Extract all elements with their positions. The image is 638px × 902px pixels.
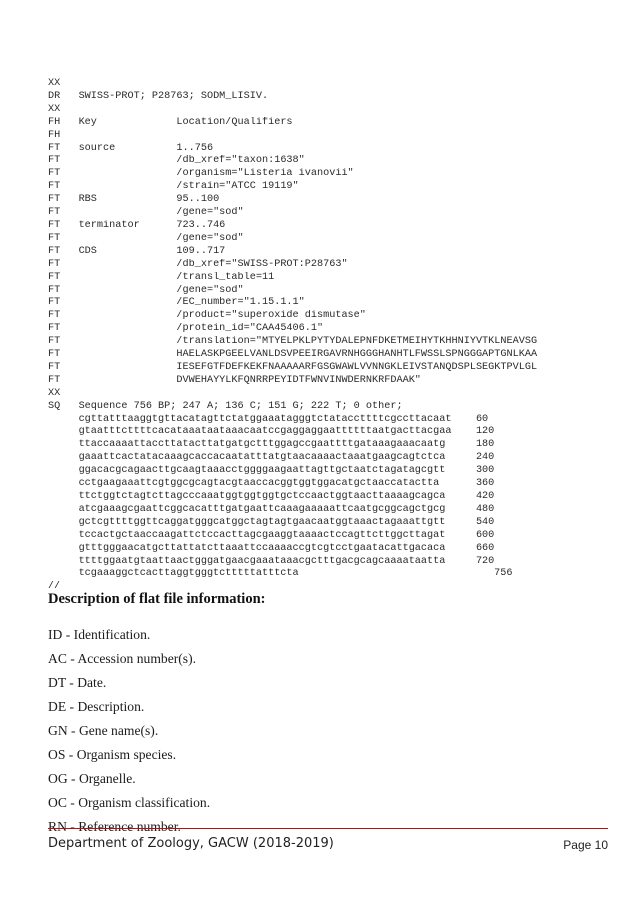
embl-flat-file [48,78,608,594]
flat-file-line: FH [48,129,61,141]
field-definition: DT - Date. [48,675,107,691]
sequence-bases: gtttgggaacatgcttattatcttaaattccaaaaccgtcgtcctgaatacattgacaca [78,542,446,554]
sequence-position: 420 [475,491,495,502]
field-definition: RN - Reference number. [48,819,181,835]
sequence-line [48,491,608,504]
flat-file-line: FT /db_xref="SWISS-PROT:P28763" [48,258,348,270]
sequence-bases: gaaattcactatacaaagcaccacaatatttatgtaacaaaactaaatgaagcagtctca [78,452,446,464]
entry-terminator: // [48,581,61,593]
sequence-position: 756 [494,568,513,580]
description-heading: Description of flat file information: [48,591,266,607]
page-number: Page 10 [563,838,608,852]
sequence-position: 600 [475,529,495,541]
sequence-position: 360 [475,478,495,490]
flat-file-line: FT DVWEHAYYLKFQNRRPEYIDTFWNVINWDERNKRFDAAK" [48,374,421,386]
sequence-position: 660 [475,542,495,554]
field-definition: ID - Identification. [48,627,151,642]
flat-file-lines [48,78,608,414]
sequence-bases: ttttggaatgtaattaactgggatgaacgaaataaacgctttgacgcagcaaaataatta [78,555,446,567]
sequence-bases: gtaatttcttttcacataaataataaacaatccgaggaggaattttttaatgacttacgaa [78,426,452,438]
sequence-bases: cctgaagaaattcgtggcgcagtacgtaaccacggtggtggacatgctaaccatactta [78,478,440,490]
sequence-bases: ttctggtctagtcttagcccaaatggtggtggtgctccaactggtaacttaaaagcagca [78,491,446,502]
flat-file-line: FT terminator 723..746 [48,219,226,231]
sequence-position: 540 [475,516,495,528]
field-definition: AC - Accession number(s). [48,651,196,667]
flat-file-line: FT /gene="sod" [48,284,244,296]
field-definition: OC - Organism classification. [48,795,211,811]
sequence-line [48,452,608,465]
flat-file-line: FT /gene="sod" [48,232,244,244]
sequence-bases: ttaccaaaattaccttatacttatgatgctttggagccgaattttgataaagaaacaatg [78,439,446,451]
sequence-position: 300 [475,465,495,477]
flat-file-line: SQ Sequence 756 BP; 247 A; 136 C; 151 G; 222 T; 0 other; [48,400,403,412]
sequence-position: 480 [475,503,495,515]
footer-rule [48,828,608,829]
sequence-line [48,556,608,569]
flat-file-line: FT /translation="MTYELPKLPYTYDALEPNFDKETMEIHYTKHHNIYVTKLNEAVSG [48,336,538,348]
sequence-line [48,439,608,452]
flat-file-line: XX [48,78,61,89]
field-definitions-list [48,626,608,842]
sequence-line [48,504,608,517]
sequence-bases: cgttatttaaggtgttacatagttctatggaaatagggtctataccttttcgccttacaat [78,413,452,425]
sequence-bases: tcgaaaggctcacttaggtgggtctttttatttcta [78,568,299,580]
flat-file-line: FT /protein_id="CAA45406.1" [48,323,324,335]
sequence-position: 120 [475,426,495,438]
sequence-line [48,465,608,478]
sequence-line [48,478,608,491]
flat-file-line: FT /gene="sod" [48,207,244,219]
sequence-position: 720 [475,555,495,567]
flat-file-line: FH Key Location/Qualifiers [48,116,293,128]
footer-department: Department of Zoology, GACW (2018-2019) [48,836,334,851]
field-definition: OG - Organelle. [48,771,136,787]
sequence-line [48,530,608,543]
flat-file-line: FT RBS 95..100 [48,194,220,206]
sequence-bases: ggacacgcagaacttgcaagtaaacctggggaagaattagttgctaatctagatagcgtt [78,465,446,477]
sequence-block [48,414,608,582]
flat-file-line: FT source 1..756 [48,142,214,154]
flat-file-line: DR SWISS-PROT; P28763; SODM_LISIV. [48,90,269,102]
field-definition: OS - Organism species. [48,747,177,763]
flat-file-line: FT IESEFGTFDEFKEKFNAAAAARFGSGWAWLVVNNGKLEIVSTANQDSPLSEGKTPVLGL [48,361,538,373]
flat-file-line: FT HAELASKPGEELVANLDSVPEEIRGAVRNHGGGHANHTLFWSSLSPNGGGAPTGNLKAA [48,349,538,361]
sequence-position: 60 [475,413,489,425]
sequence-line [48,517,608,530]
sequence-bases: tccactgctaaccaagattctccacttagcgaaggtaaaactccagttcttggcttagat [78,529,446,541]
field-definition: GN - Gene name(s). [48,723,159,739]
flat-file-line: FT CDS 109..717 [48,245,226,257]
sequence-line [48,568,608,581]
field-definition: DE - Description. [48,699,145,715]
sequence-position: 240 [475,452,495,464]
sequence-line [48,543,608,556]
flat-file-line: XX [48,387,61,399]
sequence-position: 180 [475,439,495,451]
flat-file-line: FT /EC_number="1.15.1.1" [48,297,305,309]
flat-file-line: FT /strain="ATCC 19119" [48,181,299,193]
flat-file-line: FT /product="superoxide dismutase" [48,310,366,322]
flat-file-line: XX [48,103,61,115]
flat-file-line: FT /organism="Listeria ivanovii" [48,168,354,180]
sequence-line [48,426,608,439]
sequence-bases: atcgaaagcgaattcggcacatttgatgaattcaaagaaaaattcaatgcggcagctgcg [78,503,446,515]
sequence-line [48,414,608,427]
flat-file-line: FT /transl_table=11 [48,271,275,283]
flat-file-line: FT /db_xref="taxon:1638" [48,155,305,167]
sequence-bases: gctcgttttggttcaggatgggcatggctagtagtgaacaatggtaaactagaaattgtt [78,516,446,528]
